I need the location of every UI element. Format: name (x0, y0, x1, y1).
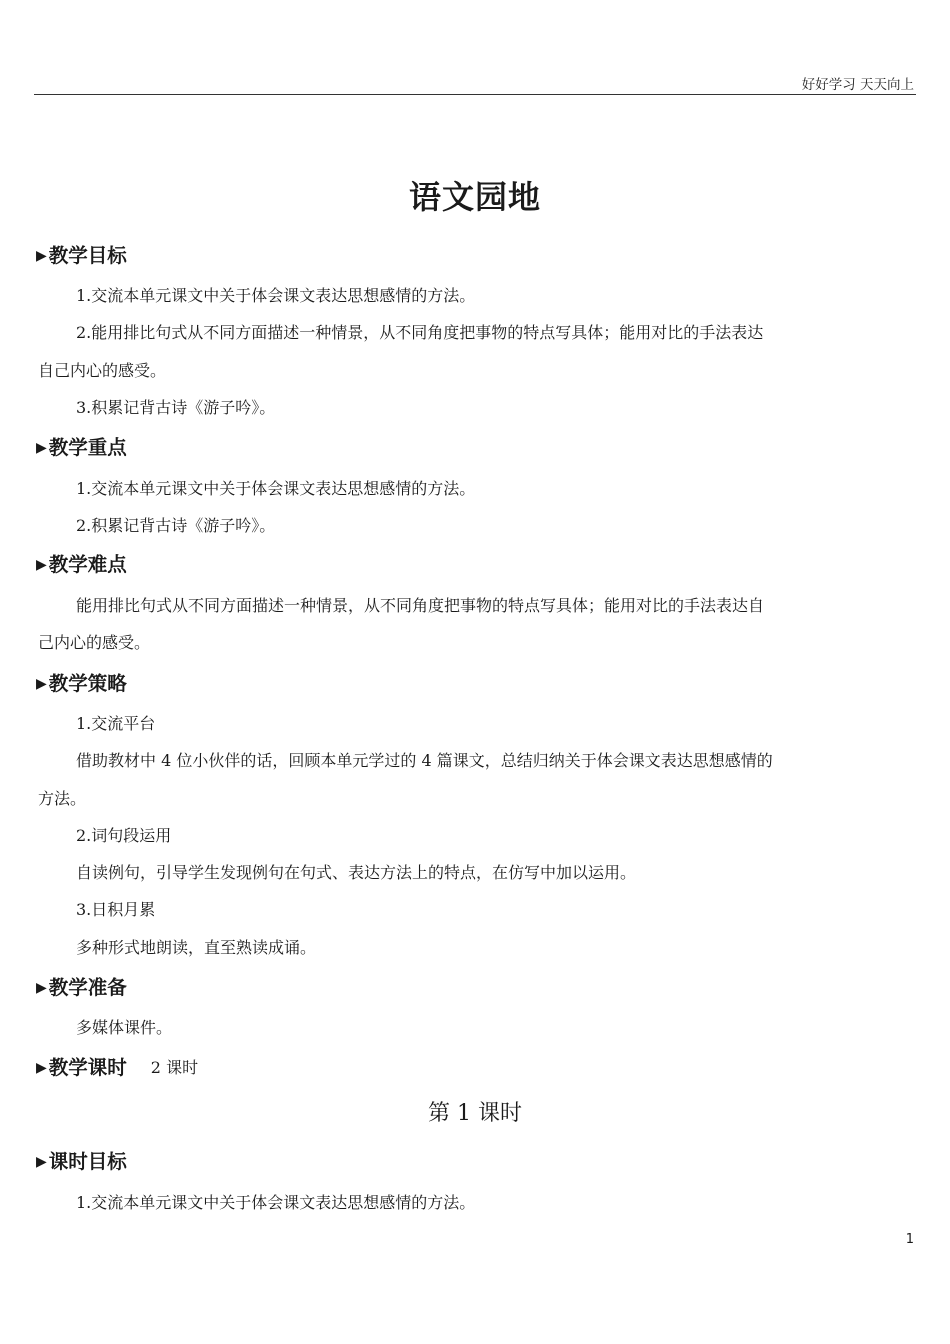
key-point-item: 2.积累记背古诗《游子吟》。 (76, 516, 276, 535)
objective-item: 1.交流本单元课文中关于体会课文表达思想感情的方法。 (76, 286, 476, 305)
difficulty-text: 能用排比句式从不同方面描述一种情景，从不同角度把事物的特点写具体；能用对比的手法表达自 (76, 596, 765, 615)
triangle-bullet-icon: ▶ (36, 980, 47, 996)
section-heading-objectives (36, 244, 127, 268)
strategy-text: 自读例句，引导学生发现例句在句式、表达方法上的特点，在仿写中加以运用。 (76, 863, 637, 882)
strategy-subheading: 1.交流平台 (76, 714, 156, 733)
triangle-bullet-icon: ▶ (36, 557, 47, 573)
heading-label: 教学目标 (48, 244, 127, 267)
strategy-text: 多种形式地朗读，直至熟读成诵。 (76, 938, 317, 957)
page-title: 语文园地 (408, 178, 541, 216)
objective-item: 3.积累记背古诗《游子吟》。 (76, 398, 276, 417)
page-number: 1 (905, 1232, 914, 1247)
triangle-bullet-icon: ▶ (36, 248, 47, 264)
difficulty-text-continued: 己内心的感受。 (38, 633, 151, 652)
objective-item: 2.能用排比句式从不同方面描述一种情景，从不同角度把事物的特点写具体；能用对比的手法表达 (76, 323, 764, 342)
strategy-text: 借助教材中 4 位小伙伴的话，回顾本单元学过的 4 篇课文，总结归纳关于体会课文表达思想感情的 (76, 751, 773, 770)
heading-label: 教学难点 (48, 553, 127, 576)
header-divider (34, 94, 916, 95)
triangle-bullet-icon: ▶ (36, 1154, 47, 1170)
triangle-bullet-icon: ▶ (36, 440, 47, 456)
heading-label: 课时目标 (48, 1150, 127, 1173)
preparation-text: 多媒体课件。 (76, 1018, 173, 1037)
heading-label: 教学课时 (48, 1056, 127, 1079)
section-heading-periods (36, 1056, 198, 1080)
strategy-subheading: 2.词句段运用 (76, 826, 172, 845)
section-heading-preparation (36, 976, 127, 1000)
section-heading-key-points (36, 436, 127, 460)
heading-label: 教学重点 (48, 436, 127, 459)
lesson-goal-item: 1.交流本单元课文中关于体会课文表达思想感情的方法。 (76, 1193, 476, 1212)
lesson-subtitle: 第 1 课时 (428, 1101, 522, 1126)
section-heading-lesson-goals (36, 1150, 127, 1174)
strategy-text-continued: 方法。 (38, 789, 87, 808)
periods-value: 2 课时 (150, 1058, 199, 1077)
triangle-bullet-icon: ▶ (36, 676, 47, 692)
strategy-subheading: 3.日积月累 (76, 900, 156, 919)
objective-item-continued: 自己内心的感受。 (38, 361, 167, 380)
triangle-bullet-icon: ▶ (36, 1060, 47, 1076)
header-slogan: 好好学习 天天向上 (801, 77, 914, 93)
key-point-item: 1.交流本单元课文中关于体会课文表达思想感情的方法。 (76, 479, 476, 498)
heading-label: 教学准备 (48, 976, 127, 999)
heading-label: 教学策略 (48, 672, 127, 695)
section-heading-strategies (36, 672, 127, 696)
section-heading-difficulties (36, 553, 127, 577)
